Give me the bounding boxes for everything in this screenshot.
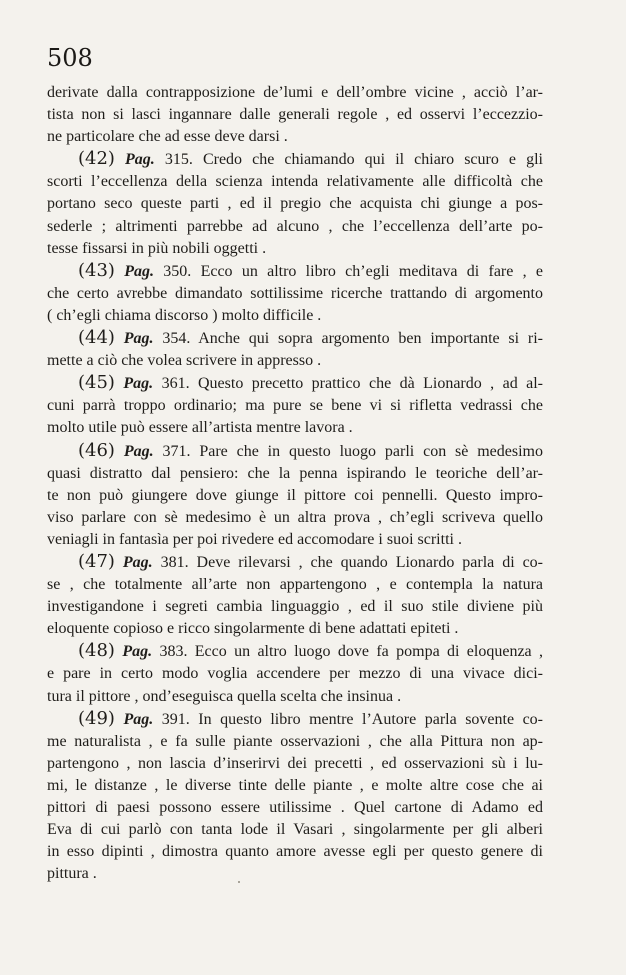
note-line: viso parlare con sè medesimo è un altra prova , ch’egli scriveva quello xyxy=(47,508,543,526)
note-text: 315. Credo che chiamando qui il chiaro scuro e gli xyxy=(154,151,543,169)
note-line: mi, le distanze , le diverse tinte delle piante , e molte altre cose che ai xyxy=(47,776,543,794)
note-line: scorti l’eccellenza della scienza intenda relativamente alle difficoltà che xyxy=(47,173,543,191)
note-line: che certo avrebbe dimandato sottilissime ricerche trattando di argomento xyxy=(47,284,543,302)
note-line: portano seco queste parti , ed il pregio che acquista chi giunge a pos- xyxy=(47,195,543,213)
note-line: veniagli in fantasìa per poi rivedere ed accomodare i suoi scritti . xyxy=(47,530,462,548)
note-first-line xyxy=(47,148,543,171)
page-reference-label: Pag. xyxy=(124,262,155,280)
note-line: investigandone i segreti cambia linguaggio , ed il suo stile diviene più xyxy=(47,598,543,616)
note-line: molto utile può essere all’artista mentre lavora . xyxy=(47,419,353,437)
note-number: (44) xyxy=(78,327,115,349)
note-first-line xyxy=(47,372,543,395)
note-first-line xyxy=(47,260,543,283)
note-first-line xyxy=(47,551,543,574)
note-line: pittori di paesi possono essere utilissime . Quel cartone di Adamo ed xyxy=(47,799,543,816)
note-45 xyxy=(47,372,543,439)
note-43 xyxy=(47,260,543,327)
note-text: 354. Anche qui sopra argomento ben importante si ri- xyxy=(153,330,543,348)
note-line: quasi distratto dal pensiero: che la penna ispirando le teoriche dell’ar- xyxy=(47,464,543,482)
note-line: te non può giungere dove giunge il pittore coi pennelli. Questo impro- xyxy=(47,486,543,504)
continuation-line-2: tista non si lasci ingannare dalle generali regole , ed osservi l’eccezzio- xyxy=(47,106,543,124)
note-number: (43) xyxy=(78,259,115,281)
note-42 xyxy=(47,148,543,259)
note-text: 383. Ecco un altro luogo dove fa pompa di eloquenza , xyxy=(152,643,544,661)
page-reference-label: Pag. xyxy=(122,553,153,571)
note-first-line xyxy=(47,708,543,731)
page-reference-label: Pag. xyxy=(123,710,154,728)
note-number: (45) xyxy=(78,372,115,394)
continuation-line-1: derivate dalla contrapposizione de’lumi e dell’ombre vicine , acciò l’ar- xyxy=(47,84,543,101)
note-line: pittura . xyxy=(47,865,97,883)
page-reference-label: Pag. xyxy=(123,330,154,348)
page-reference-label: Pag. xyxy=(125,151,155,169)
note-text: 361. Questo precetto prattico che dà Lionardo , ad al- xyxy=(153,375,543,393)
note-line: cuni parrà troppo ordinario; ma pure se bene vi si rifletta vedrassi che xyxy=(47,397,543,415)
note-text: 371. Pare che in questo luogo parli con sè medesimo xyxy=(153,442,543,460)
continuation-line-3: ne particolare che ad esse deve darsi . xyxy=(47,128,288,146)
note-47 xyxy=(47,551,543,640)
note-line: in esso dipinti , dimostra quanto amore avesse egli per questo genere di xyxy=(47,843,543,861)
note-text: 391. In questo libro mentre l’Autore parla sovente co- xyxy=(153,710,544,728)
note-line: ( ch’egli chiama discorso ) molto difficile . xyxy=(47,306,322,324)
note-line: tura il pittore , ond’eseguisca quella scelta che insinua . xyxy=(47,687,402,705)
note-line: me naturalista , e fa sulle piante osservazioni , che alla Pittura non ap- xyxy=(47,732,543,750)
note-49 xyxy=(47,708,543,886)
page-reference-label: Pag. xyxy=(122,643,153,661)
note-46 xyxy=(47,440,543,551)
page-reference-label: Pag. xyxy=(123,442,154,460)
note-44 xyxy=(47,327,543,372)
note-line: tesse fissarsi in più nobili oggetti . xyxy=(47,239,267,257)
note-text: 350. Ecco un altro libro ch’egli meditava di fare , e xyxy=(154,262,544,280)
note-line: se , che totalmente all’arte non appartengono , e contempla la natura xyxy=(47,576,543,594)
note-number: (46) xyxy=(78,439,115,461)
note-number: (48) xyxy=(78,640,115,662)
note-48 xyxy=(47,640,543,707)
note-first-line xyxy=(47,640,543,663)
note-number: (42) xyxy=(78,148,115,170)
note-text: 381. Deve rilevarsi , che quando Lionardo parla di co- xyxy=(152,553,544,571)
note-line: mette a ciò che volea scrivere in appresso . xyxy=(47,352,322,370)
commentary-text xyxy=(47,82,543,885)
note-first-line xyxy=(47,327,543,350)
note-line: Eva di cui parlò con tanta lode il Vasari , singolarmente per gli alberi xyxy=(47,821,543,839)
note-number: (47) xyxy=(78,550,115,572)
page-reference-label: Pag. xyxy=(123,375,154,393)
note-number: (49) xyxy=(78,707,115,729)
page-number: 508 xyxy=(47,44,93,72)
note-first-line xyxy=(47,440,543,463)
note-line: e pare in certo modo voglia accendere per mezzo di una vivace dici- xyxy=(47,665,543,683)
note-line: sederle ; altrimenti parrebbe ad alcuno , che l’eccellenza dell’arte po- xyxy=(47,217,543,235)
ink-speck xyxy=(238,881,240,883)
note-line: eloquente copioso e ricco singolarmente di bene adattati epiteti . xyxy=(47,620,459,638)
note-line: partengono , non lascia d’inserirvi dei precetti , ed osservazioni sù i lu- xyxy=(47,754,543,772)
